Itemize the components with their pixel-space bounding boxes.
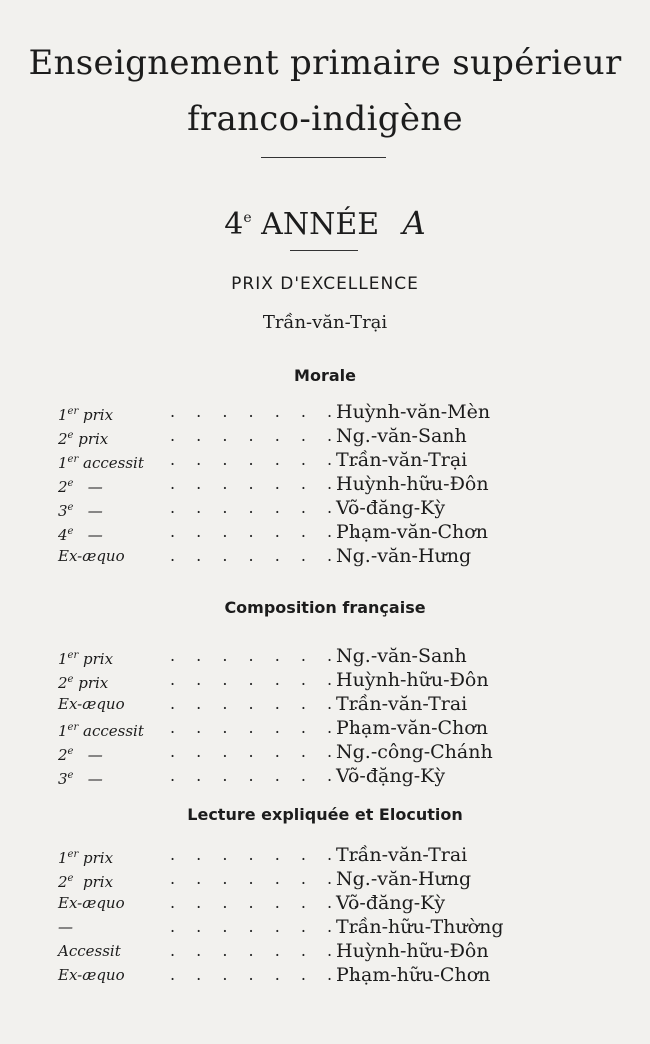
- leader-dots: . . . . . . . .: [170, 402, 367, 421]
- prize-rank: [58, 522, 103, 545]
- year-number-sup: e: [243, 210, 252, 226]
- prize-row: [0, 965, 650, 987]
- winner-name: Phạm-văn-Chơn: [336, 717, 488, 739]
- rank-suffix: —: [73, 770, 103, 788]
- prize-rank: [58, 450, 144, 473]
- year-word: ANNÉE: [261, 207, 380, 242]
- prize-row: [0, 546, 650, 568]
- rank-sup: e: [67, 502, 74, 513]
- leader-dots: . . . . . . . .: [170, 917, 367, 936]
- winner-name: Ng.-công-Chánh: [336, 741, 493, 763]
- rank-number: 2: [58, 478, 68, 496]
- title-line-1: Enseignement primaire supérieur: [28, 43, 622, 83]
- winner-name: Ng.-văn-Hưng: [336, 868, 472, 890]
- rank-number: 2: [58, 873, 68, 891]
- prize-row: [0, 450, 650, 472]
- winner-name: Võ-đăng-Kỳ: [336, 497, 446, 519]
- prize-rank: [58, 474, 103, 497]
- prize-row: [0, 718, 650, 740]
- prize-rank: [58, 893, 125, 913]
- rank-suffix: —: [73, 526, 103, 544]
- leader-dots: . . . . . . . .: [170, 694, 367, 713]
- prize-row: [0, 646, 650, 668]
- leader-dots: . . . . . . . .: [170, 450, 367, 469]
- excellence-winner: Trần-văn-Trại: [262, 312, 388, 333]
- rank-sup: er: [67, 849, 79, 860]
- rank-number: 1: [58, 454, 68, 472]
- leader-dots: . . . . . . . .: [170, 869, 367, 888]
- rank-suffix: accessit: [78, 454, 144, 472]
- winner-name: Ng.-văn-Sanh: [336, 425, 467, 447]
- leader-dots: . . . . . . . .: [170, 646, 367, 665]
- prize-row: [0, 402, 650, 424]
- prize-rank: [58, 742, 103, 765]
- prize-rank: [58, 426, 108, 449]
- year-heading: [0, 204, 650, 242]
- prize-row: [0, 869, 650, 891]
- rank-suffix: —: [73, 746, 103, 764]
- rank-suffix: prix: [73, 430, 109, 448]
- prize-row: [0, 670, 650, 692]
- rank-sup: er: [67, 454, 79, 465]
- rank-sup: er: [67, 406, 79, 417]
- prize-rank: [58, 917, 73, 937]
- leader-dots: . . . . . . . .: [170, 474, 367, 493]
- winner-name: Huỳnh-hữu-Đôn: [336, 940, 489, 962]
- rank-number: 4: [58, 526, 68, 544]
- year-letter: A: [402, 204, 426, 242]
- rank-number: 3: [58, 502, 68, 520]
- rank-suffix: accessit: [78, 722, 144, 740]
- rank-sup: e: [67, 430, 74, 441]
- rank-suffix: prix: [73, 873, 114, 891]
- rank-number: 1: [58, 650, 68, 668]
- section-title: Composition française: [224, 598, 426, 617]
- winner-name: Phạm-hữu-Chơn: [336, 964, 491, 986]
- winner-name: Trần-văn-Trại: [336, 449, 468, 471]
- winner-name: Huỳnh-văn-Mèn: [336, 401, 491, 423]
- rank-sup: e: [67, 873, 74, 884]
- prize-rank: [58, 766, 103, 789]
- rank-number: Ex-æquo: [58, 547, 125, 565]
- winner-name: Võ-đăng-Kỳ: [336, 892, 446, 914]
- rank-sup: e: [67, 746, 74, 757]
- prize-rank: [58, 869, 113, 892]
- leader-dots: . . . . . . . .: [170, 718, 367, 737]
- winner-name: Trần-văn-Trai: [336, 844, 468, 866]
- prize-rank: [58, 402, 113, 425]
- winner-name: Huỳnh-hữu-Đôn: [336, 473, 489, 495]
- winner-name: Võ-đặng-Kỳ: [336, 765, 446, 787]
- leader-dots: . . . . . . . .: [170, 670, 367, 689]
- prize-row: [0, 426, 650, 448]
- winner-name: Ng.-văn-Sanh: [336, 645, 467, 667]
- rank-suffix: prix: [78, 406, 114, 424]
- rank-sup: e: [67, 478, 74, 489]
- section-title: Lecture expliquée et Elocution: [187, 805, 463, 824]
- prize-row: [0, 522, 650, 544]
- rank-number: Ex-æquo: [58, 966, 125, 984]
- rank-number: Accessit: [58, 942, 121, 960]
- year-number: 4: [224, 207, 244, 242]
- rank-sup: e: [67, 674, 74, 685]
- leader-dots: . . . . . . . .: [170, 845, 367, 864]
- rank-number: 1: [58, 406, 68, 424]
- prize-row: [0, 498, 650, 520]
- leader-dots: . . . . . . . .: [170, 742, 367, 761]
- rank-suffix: prix: [73, 674, 109, 692]
- prize-row: [0, 694, 650, 716]
- leader-dots: . . . . . . . .: [170, 498, 367, 517]
- prize-row: [0, 474, 650, 496]
- excellence-label: PRIX D'EXCELLENCE: [231, 274, 419, 294]
- prize-rank: [58, 670, 108, 693]
- rank-suffix: prix: [78, 650, 114, 668]
- winner-name: Trần-văn-Trai: [336, 693, 468, 715]
- winner-name: Ng.-văn-Hưng: [336, 545, 472, 567]
- prize-rank: [58, 498, 103, 521]
- prize-rank: [58, 694, 125, 714]
- prize-rank: [58, 965, 125, 985]
- rank-number: Ex-æquo: [58, 695, 125, 713]
- prize-row: [0, 917, 650, 939]
- year-divider: [290, 250, 358, 251]
- prize-rank: [58, 718, 144, 741]
- title-divider: [261, 157, 386, 158]
- title-line-2: franco-indigène: [187, 99, 463, 139]
- prize-row: [0, 845, 650, 867]
- prize-row: [0, 893, 650, 915]
- rank-sup: er: [67, 722, 79, 733]
- section-title: Morale: [294, 366, 356, 385]
- rank-suffix: prix: [78, 849, 114, 867]
- prize-rank: [58, 941, 121, 961]
- rank-number: Ex-æquo: [58, 894, 125, 912]
- rank-sup: e: [67, 770, 74, 781]
- prize-rank: [58, 546, 125, 566]
- leader-dots: . . . . . . . .: [170, 766, 367, 785]
- leader-dots: . . . . . . . .: [170, 426, 367, 445]
- prize-row: [0, 766, 650, 788]
- prize-rank: [58, 646, 113, 669]
- rank-number: 2: [58, 746, 68, 764]
- leader-dots: . . . . . . . .: [170, 893, 367, 912]
- rank-number: 1: [58, 722, 68, 740]
- rank-suffix: —: [73, 502, 103, 520]
- rank-number: 1: [58, 849, 68, 867]
- leader-dots: . . . . . . . .: [170, 546, 367, 565]
- prize-row: [0, 941, 650, 963]
- winner-name: Trần-hữu-Thường: [336, 916, 504, 938]
- rank-suffix: —: [73, 478, 103, 496]
- rank-number: 3: [58, 770, 68, 788]
- leader-dots: . . . . . . . .: [170, 965, 367, 984]
- leader-dots: . . . . . . . .: [170, 941, 367, 960]
- rank-sup: er: [67, 650, 79, 661]
- winner-name: Phạm-văn-Chơn: [336, 521, 488, 543]
- leader-dots: . . . . . . . .: [170, 522, 367, 541]
- rank-sup: e: [67, 526, 74, 537]
- prize-row: [0, 742, 650, 764]
- rank-number: —: [58, 918, 73, 936]
- rank-number: 2: [58, 430, 68, 448]
- prize-rank: [58, 845, 113, 868]
- winner-name: Huỳnh-hữu-Đôn: [336, 669, 489, 691]
- rank-number: 2: [58, 674, 68, 692]
